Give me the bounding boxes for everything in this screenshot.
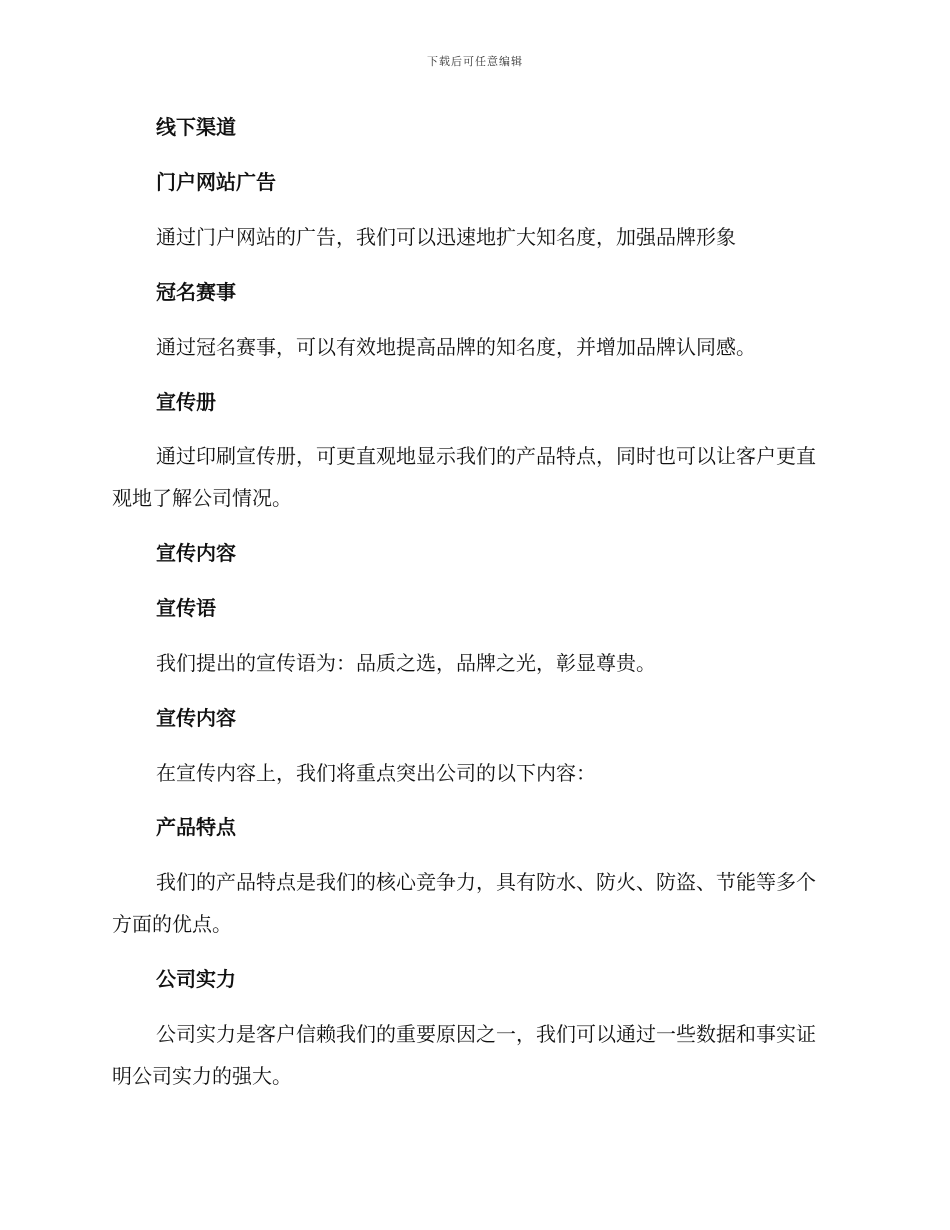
heading-brochure: 宣传册 [156,390,216,414]
heading-portal-ads: 门户网站广告 [156,170,276,194]
paragraph-brochure: 通过印刷宣传册，可更直观地显示我们的产品特点，同时也可以让客户更直观地了解公司情况。 [112,444,816,510]
page-header: 下载后可任意编辑 [427,55,523,68]
heading-company-strength: 公司实力 [156,967,236,991]
paragraph-promo-content: 在宣传内容上，我们将重点突出公司的以下内容： [156,761,596,785]
heading-slogan: 宣传语 [156,596,216,620]
heading-product-features: 产品特点 [156,815,236,839]
paragraph-company-strength: 公司实力是客户信赖我们的重要原因之一，我们可以通过一些数据和事实证明公司实力的强大。 [112,1022,816,1088]
paragraph-product-features: 我们的产品特点是我们的核心竞争力，具有防水、防火、防盗、节能等多个方面的优点。 [112,870,816,936]
heading-offline-channels: 线下渠道 [156,115,236,139]
heading-sponsorship: 冠名赛事 [156,280,236,304]
heading-promo-content: 宣传内容 [156,541,236,565]
paragraph-sponsorship: 通过冠名赛事，可以有效地提高品牌的知名度，并增加品牌认同感。 [156,335,756,359]
paragraph-portal-ads: 通过门户网站的广告，我们可以迅速地扩大知名度，加强品牌形象 [156,225,736,249]
paragraph-slogan: 我们提出的宣传语为：品质之选，品牌之光，彰显尊贵。 [156,651,656,675]
heading-promo-content-sub: 宣传内容 [156,706,236,730]
